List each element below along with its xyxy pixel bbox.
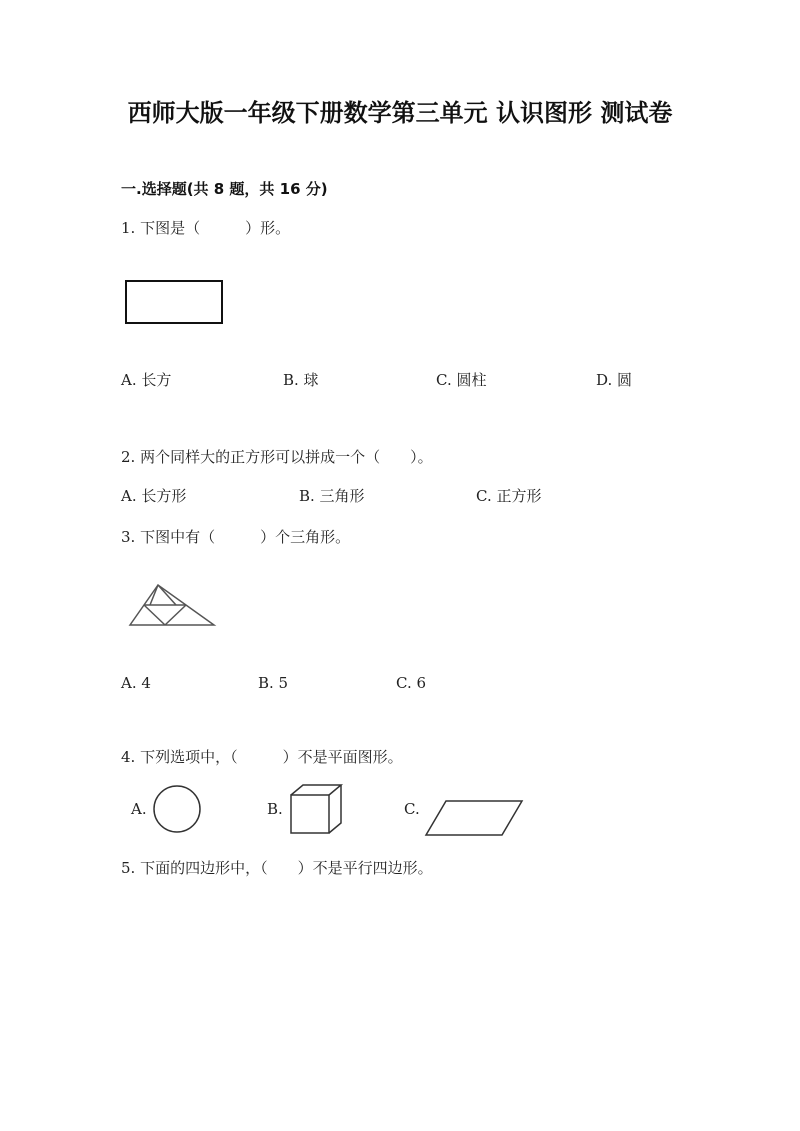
circle-figure bbox=[153, 785, 203, 835]
section-heading: 一.选择题(共 8 题，共 16 分) bbox=[121, 180, 328, 198]
question-2-option-c[interactable]: C. 正方形 bbox=[476, 487, 542, 505]
question-1-option-a[interactable]: A. 长方 bbox=[121, 371, 172, 389]
cube-figure bbox=[289, 783, 343, 837]
question-3-option-c[interactable]: C. 6 bbox=[396, 674, 427, 692]
question-1-stem: 1. 下图是（ ）形。 bbox=[121, 219, 291, 237]
question-2-stem: 2. 两个同样大的正方形可以拼成一个（ ）。 bbox=[121, 448, 433, 466]
question-3-option-b[interactable]: B. 5 bbox=[258, 674, 289, 692]
question-4-option-b[interactable]: B. bbox=[267, 800, 283, 818]
question-1-option-c[interactable]: C. 圆柱 bbox=[436, 371, 487, 389]
question-4-option-a[interactable]: A. bbox=[131, 800, 147, 818]
question-3-stem: 3. 下图中有（ ）个三角形。 bbox=[121, 528, 351, 546]
question-1-option-b[interactable]: B. 球 bbox=[283, 371, 319, 389]
question-2-option-a[interactable]: A. 长方形 bbox=[121, 487, 187, 505]
question-3-option-a[interactable]: A. 4 bbox=[121, 674, 151, 692]
question-5-stem: 5. 下面的四边形中，（ ）不是平行四边形。 bbox=[121, 859, 433, 877]
triangle-figure bbox=[128, 583, 216, 628]
rectangle-figure bbox=[125, 280, 223, 324]
question-4-stem: 4. 下列选项中，（ ）不是平面图形。 bbox=[121, 748, 403, 766]
question-2-option-b[interactable]: B. 三角形 bbox=[299, 487, 365, 505]
parallelogram-figure bbox=[424, 799, 524, 837]
page-title: 西师大版一年级下册数学第三单元 认识图形 测试卷 bbox=[127, 99, 673, 127]
question-1-option-d[interactable]: D. 圆 bbox=[596, 371, 633, 389]
question-4-option-c[interactable]: C. bbox=[404, 800, 420, 818]
